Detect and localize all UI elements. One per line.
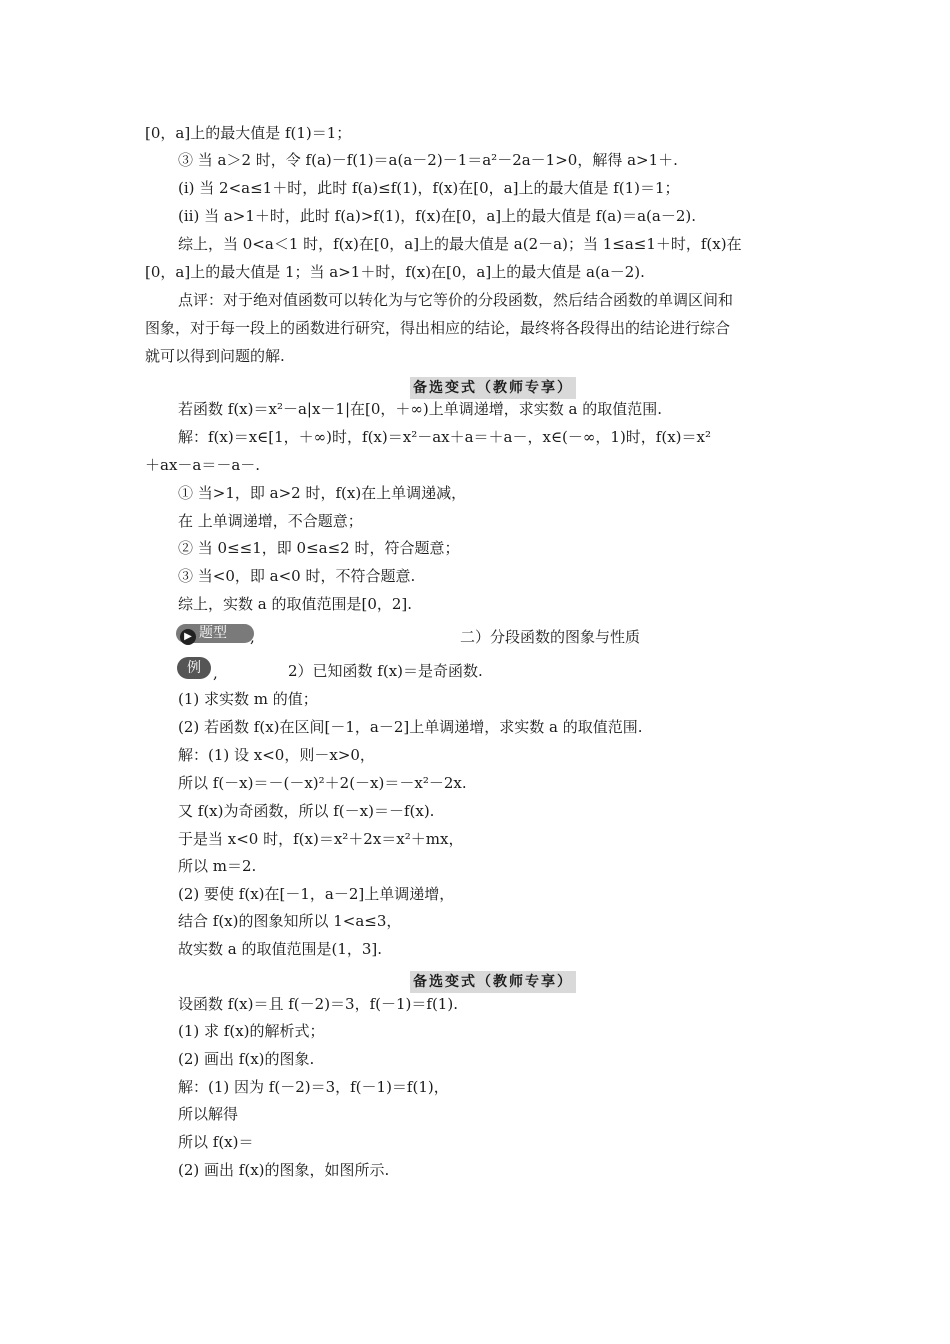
text-line: 解：f(x)＝x∈[1，＋∞)时，f(x)＝x²－ax＋a＝＋a－，x∈(－∞，1)时，f(x)＝x² xyxy=(178,428,711,446)
section-title: 二）分段函数的图象与性质 xyxy=(460,628,641,646)
text-line: (2) 若函数 f(x)在区间[－1，a－2]上单调递增，求实数 a 的取值范围. xyxy=(178,718,643,736)
text-line: ① 当>1，即 a>2 时，f(x)在上单调递减， xyxy=(178,484,467,502)
text-line: 故实数 a 的取值范围是(1，3]. xyxy=(178,940,383,958)
text-line: (1) 求 f(x)的解析式； xyxy=(178,1022,325,1040)
text-line: 设函数 f(x)＝且 f(－2)＝3，f(－1)＝f(1). xyxy=(178,995,458,1013)
section-badge-label: 题型 xyxy=(199,625,227,641)
text-line: (2) 要使 f(x)在[－1，a－2]上单调递增， xyxy=(178,885,455,903)
text-line: [0，a]上的最大值是 1；当 a>1＋时，f(x)在[0，a]上的最大值是 a(a－2). xyxy=(145,263,645,281)
play-icon: ▶ xyxy=(180,629,196,645)
text-line: 就可以得到问题的解. xyxy=(145,347,285,365)
text-line: 图象，对于每一段上的函数进行研究，得出相应的结论，最终将各段得出的结论进行综合 xyxy=(145,319,731,337)
variant-banner: 备选变式（教师专享） xyxy=(410,377,576,399)
text-line: [0，a]上的最大值是 f(1)＝1； xyxy=(145,124,352,142)
text-line: 若函数 f(x)＝x²－a|x－1|在[0，＋∞)上单调递增，求实数 a 的取值范围. xyxy=(178,400,663,418)
text-line: 解：(1) 因为 f(－2)＝3，f(－1)＝f(1)， xyxy=(178,1078,449,1096)
text-line: ③ 当<0，即 a<0 时，不符合题意. xyxy=(178,567,416,585)
text-line: (ⅱ) 当 a>1＋时，此时 f(a)>f(1)，f(x)在[0，a]上的最大值是 f(a)＝a(a－2). xyxy=(178,207,696,225)
section-comma: , xyxy=(250,628,255,646)
text-line: 点评：对于绝对值函数可以转化为与它等价的分段函数，然后结合函数的单调区间和 xyxy=(178,291,734,309)
text-line: ＋ax－a＝－a－. xyxy=(145,456,261,474)
example-text: 2）已知函数 f(x)＝是奇函数. xyxy=(288,662,483,680)
text-line: 综上，实数 a 的取值范围是[0，2]. xyxy=(178,595,413,613)
example-comma: , xyxy=(213,664,218,682)
text-line: ③ 当 a＞2 时，令 f(a)－f(1)＝a(a－2)－1＝a²－2a－1>0，解得 a>1＋. xyxy=(178,151,678,169)
text-line: 所以解得 xyxy=(178,1105,239,1123)
text-line: 于是当 x<0 时，f(x)＝x²＋2x＝x²＋mx， xyxy=(178,830,464,848)
text-line: (2) 画出 f(x)的图象，如图所示. xyxy=(178,1161,390,1179)
text-line: 所以 f(x)＝ xyxy=(178,1133,254,1151)
text-line: 所以 m＝2. xyxy=(178,857,257,875)
text-line: (1) 求实数 m 的值； xyxy=(178,690,318,708)
text-line: 所以 f(－x)＝－(－x)²＋2(－x)＝－x²－2x. xyxy=(178,774,467,792)
variant-banner: 备选变式（教师专享） xyxy=(410,971,576,993)
text-line: (ⅰ) 当 2<a≤1＋时，此时 f(a)≤f(1)，f(x)在[0，a]上的最大值是 f(1)＝1； xyxy=(178,179,680,197)
text-line: 又 f(x)为奇函数，所以 f(－x)＝－f(x). xyxy=(178,802,435,820)
text-line: 综上，当 0<a＜1 时，f(x)在[0，a]上的最大值是 a(2－a)；当 1≤a≤1＋时，f(x)在 xyxy=(178,235,742,253)
section-badge xyxy=(176,624,254,643)
text-line: 在 上单调递增，不合题意； xyxy=(178,512,363,530)
text-line: (2) 画出 f(x)的图象. xyxy=(178,1050,315,1068)
example-badge: 例 xyxy=(177,657,211,679)
text-line: 解：(1) 设 x<0，则－x>0， xyxy=(178,746,375,764)
text-line: ② 当 0≤≤1，即 0≤a≤2 时，符合题意； xyxy=(178,539,460,557)
text-line: 结合 f(x)的图象知所以 1<a≤3， xyxy=(178,912,402,930)
